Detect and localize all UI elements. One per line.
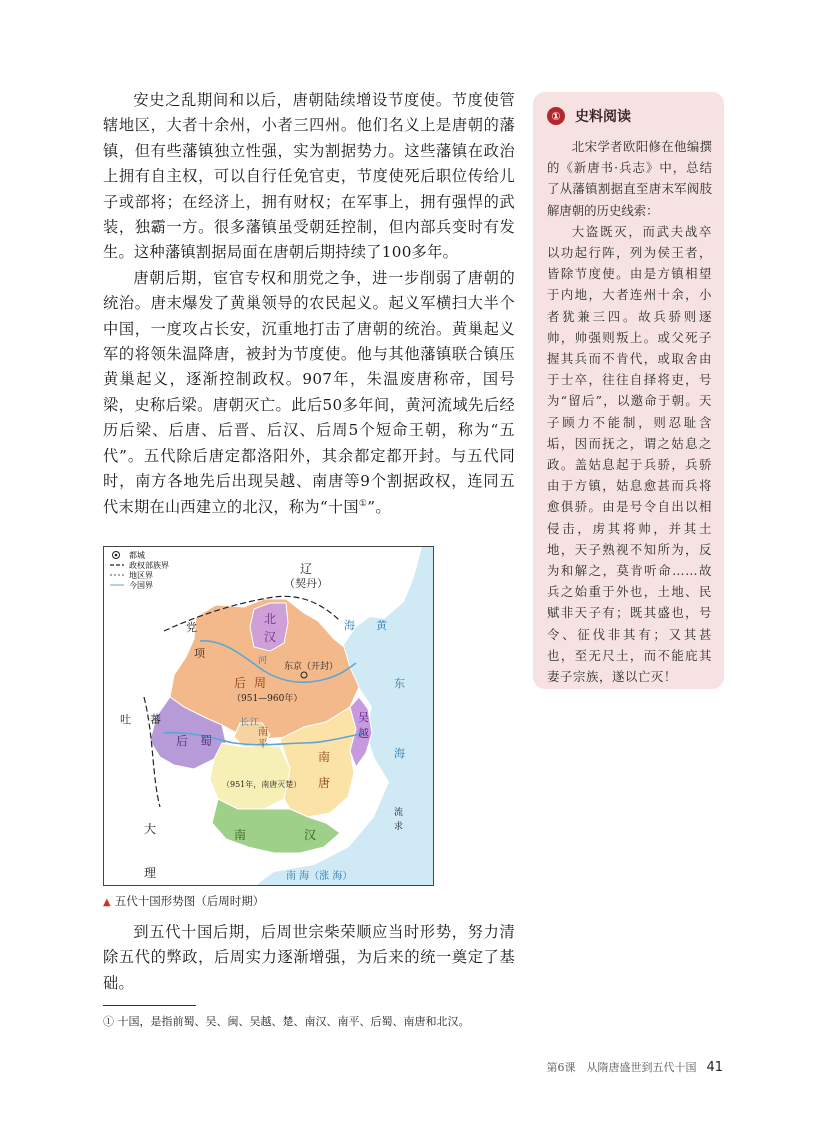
label-dongjing: 东京（开封）: [284, 662, 339, 672]
five-dynasties-map: [103, 546, 434, 886]
running-footer: [546, 1059, 723, 1075]
footnote-rule: [103, 1005, 196, 1006]
label-tu: 吐: [120, 713, 131, 726]
label-hai: 海: [394, 747, 405, 760]
page-number: 41: [706, 1059, 723, 1075]
main-text-column: [103, 88, 515, 520]
legend-capital: 都城: [129, 551, 145, 560]
lesson-title: 第6课 从隋唐盛世到五代十国: [546, 1061, 697, 1074]
label-dong: 东: [394, 677, 405, 690]
map-caption-text: 五代十国形势图（后周时期）: [114, 894, 265, 908]
legend-regime-boundary: 政权部族界: [129, 561, 169, 570]
paragraph-3: 到五代十国后期，后周世宗柴荣顺应当时形势，努力清除五代的弊政，后周实力逐渐增强，为后来的统一奠定了基础。: [103, 923, 515, 992]
source-reading-box: [533, 92, 724, 689]
label-wuyue-1: 吴: [358, 711, 369, 724]
label-houzhou-2: 周: [254, 676, 267, 690]
label-chu-note: （951年，南唐灭楚）: [222, 780, 302, 789]
book-icon: ①: [547, 107, 565, 125]
label-han-north: 汉: [264, 630, 277, 644]
footnote-marker[interactable]: ①: [358, 498, 368, 509]
source-reading-quote: 大盗既灭，而武夫战卒以功起行阵，列为侯王者，皆除节度使。由是方镇相望于内地，大者连州十余，小者犹兼三四。故兵骄则逐帅，帅强则叛上。或父死子握其兵而不肯代，或取舍由于士卒，往往自择将吏，号为“留后”，以邀命于朝。天子顾力不能制，则忍耻含垢，因而抚之，谓之姑息之政。盖姑息起于兵骄，兵骄由于方镇，姑息愈甚而兵将愈俱骄。由是号令自出以相侵击，虏其将帅，并其土地，天子熟视不知所为，反为和解之，莫肯听命……故兵之始重于外也，土地、民赋非天子有；既其盛也，号令、征伐非其有；又其甚也，至无尺土，而不能庇其妻子宗族，遂以亡灭！: [547, 223, 712, 685]
source-reading-intro: 北宋学者欧阳修在他编撰的《新唐书·兵志》中，总结了从藩镇割据直至唐末军阀肢解唐朝的历史线索：: [547, 139, 712, 218]
label-liuqiu-1: 流: [394, 808, 404, 818]
label-xiang: 项: [194, 647, 205, 660]
label-qidan: （契丹）: [284, 577, 328, 590]
paragraph-3-block: [103, 920, 515, 996]
label-da: 大: [144, 822, 157, 836]
map-legend: [110, 550, 169, 590]
label-nantang-2: 唐: [318, 776, 331, 790]
label-nanhai: 南 海（涨 海）: [286, 871, 353, 882]
label-houzhou-1: 后: [234, 676, 247, 690]
label-houshu: 后 蜀: [176, 734, 213, 748]
label-liuqiu-2: 求: [394, 822, 404, 832]
region-chu: [210, 743, 290, 809]
caption-triangle-icon: ▲: [103, 897, 111, 908]
map-caption: [103, 893, 264, 909]
map-svg: [104, 547, 434, 886]
paragraph-2-text: 唐朝后期，宦官专权和朋党之争，进一步削弱了唐朝的统治。唐末爆发了黄巢领导的农民起义。起义军横扫大半个中国，一度攻占长安，沉重地打击了唐朝的统治。黄巢起义军的将领朱温降唐，被封为节度使。他与其他藩镇联合镇压黄巢起义，逐渐控制政权。907年，朱温废唐称帝，国号梁，史称后梁。唐朝灭亡。此后50多年间，黄河流域先后经历后梁、后唐、后晋、后汉、后周5个短命王朝，称为“五代”。五代除后唐定都洛阳外，其余都定都开封。与五代同时，南方各地先后出现吴越、南唐等9个割据政权，连同五代末期在山西建立的北汉，称为“十国: [103, 268, 515, 516]
label-huang: 黄: [376, 619, 387, 632]
label-houzhou-years: （951—960年）: [232, 694, 303, 704]
paragraph-1: 安史之乱期间和以后，唐朝陆续增设节度使。节度使管辖地区，大者十余州，小者三四州。他们名义上是唐朝的藩镇，但有些藩镇独立性强，实为割据势力。这些藩镇在政治上拥有自主权，可以自行任免官吏，节度使死后职位传给儿子或部将；在经济上，拥有财权；在军事上，拥有强悍的武装，独霸一方。很多藩镇虽受朝廷控制，但内部兵变时有发生。这种藩镇割据局面在唐朝后期持续了100多年。: [103, 91, 515, 262]
label-bei: 北: [264, 612, 277, 626]
label-nanhan-2: 汉: [304, 828, 317, 842]
label-nantang-1: 南: [318, 750, 331, 764]
label-dang: 党: [186, 621, 197, 634]
label-liao: 辽: [300, 562, 313, 576]
footnote: ① 十国，是指前蜀、吴、闽、吴越、楚、南汉、南平、后蜀、南唐和北汉。: [103, 1015, 470, 1028]
label-hai2: 海: [344, 619, 355, 632]
source-reading-title: 史料阅读: [575, 109, 631, 125]
source-reading-body: [547, 136, 712, 687]
label-li: 理: [144, 866, 157, 880]
label-jiang: 长: [240, 718, 250, 728]
label-bo: 蕃: [150, 713, 161, 726]
legend-region-boundary: 地区界: [129, 571, 153, 580]
legend-modern-border: 今国界: [129, 581, 153, 590]
label-nanhan-1: 南: [234, 828, 247, 842]
label-he: 河: [258, 656, 268, 666]
paragraph-2-end: ”。: [367, 497, 391, 516]
source-reading-header: [547, 106, 631, 126]
label-jiang2: 江: [250, 718, 260, 728]
label-wuyue-2: 越: [358, 727, 369, 740]
label-nanping-2: 平: [258, 739, 268, 750]
label-nanping-1: 南: [258, 727, 268, 738]
paragraph-2: [103, 266, 515, 520]
